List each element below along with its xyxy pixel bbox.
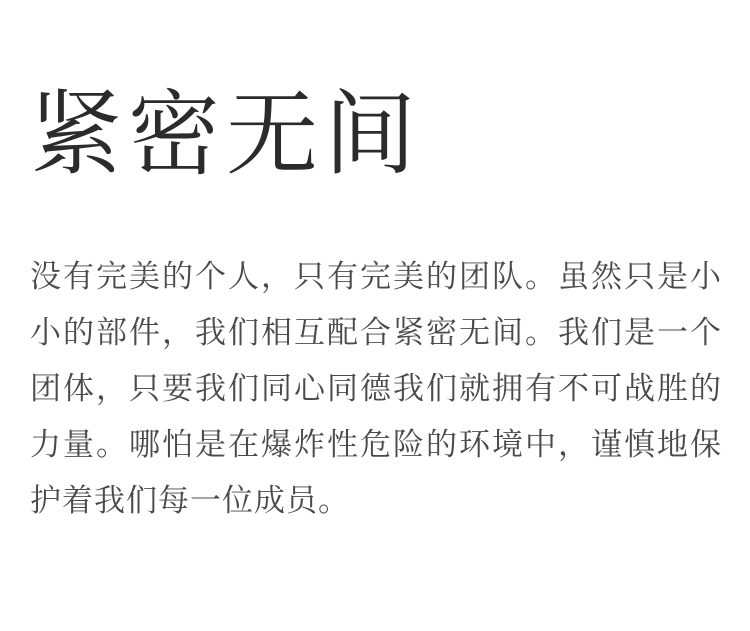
body-paragraph: 没有完美的个人，只有完美的团队。虽然只是小小的部件，我们相互配合紧密无间。我们是一个团体，只要我们同心同德我们就拥有不可战胜的力量。哪怕是在爆炸性危险的环境中，谨慎地保护着我们每一位成员。 (30, 259, 722, 519)
page-title: 紧密无间 (30, 80, 423, 188)
